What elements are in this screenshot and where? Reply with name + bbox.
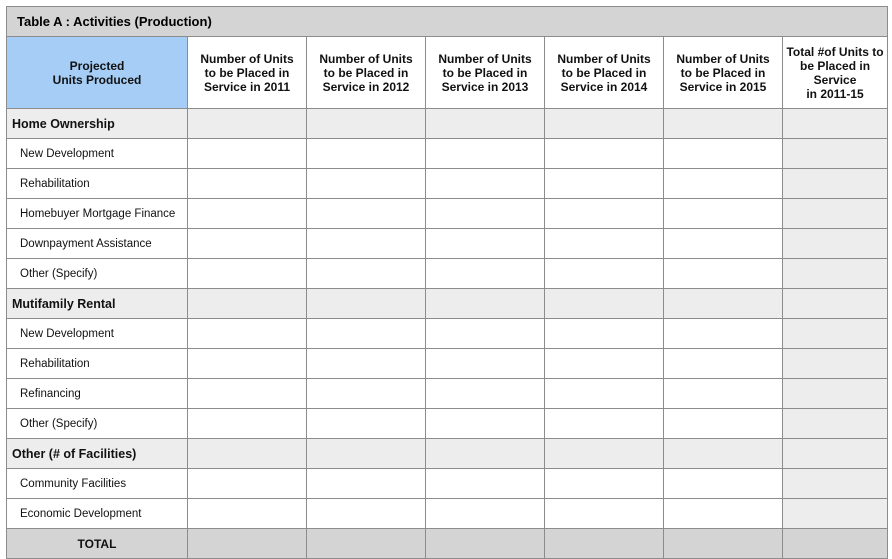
cell-2015[interactable] — [664, 499, 783, 529]
cell-2012[interactable] — [307, 169, 426, 199]
cell-2012[interactable] — [307, 469, 426, 499]
cell-2014[interactable] — [545, 439, 664, 469]
table-row — [7, 409, 888, 439]
cell-2013[interactable] — [426, 409, 545, 439]
row-label: New Development — [7, 319, 188, 349]
section-row — [7, 109, 888, 139]
header-line: Total #of Units to — [786, 44, 884, 59]
cell-2013[interactable] — [426, 259, 545, 289]
table-row — [7, 379, 888, 409]
cell-2015[interactable] — [664, 259, 783, 289]
cell-2014[interactable] — [545, 139, 664, 169]
cell-2015[interactable] — [664, 169, 783, 199]
total-cell-2014[interactable] — [545, 529, 664, 559]
header-line: Service in 2014 — [560, 79, 648, 94]
cell-2012[interactable] — [307, 229, 426, 259]
cell-2015[interactable] — [664, 409, 783, 439]
cell-2012[interactable] — [307, 319, 426, 349]
section-row — [7, 289, 888, 319]
cell-2012[interactable] — [307, 259, 426, 289]
header-projected-units — [7, 37, 188, 109]
cell-2013[interactable] — [426, 319, 545, 349]
cell-total[interactable] — [783, 469, 888, 499]
row-label: Other (Specify) — [7, 409, 188, 439]
header-line: to be Placed in — [561, 65, 647, 80]
cell-2012[interactable] — [307, 379, 426, 409]
cell-2013[interactable] — [426, 109, 545, 139]
header-line: Number of Units — [438, 51, 532, 66]
header-line: Service in 2015 — [679, 79, 767, 94]
cell-2011[interactable] — [188, 289, 307, 319]
cell-2015[interactable] — [664, 109, 783, 139]
header-line: in 2011-15 — [806, 86, 864, 101]
cell-2015[interactable] — [664, 319, 783, 349]
cell-total[interactable] — [783, 109, 888, 139]
header-line: Projected — [69, 58, 125, 73]
header-2015 — [664, 37, 783, 109]
cell-2014[interactable] — [545, 469, 664, 499]
section-label: Other (# of Facilities) — [7, 439, 188, 469]
cell-2015[interactable] — [664, 289, 783, 319]
row-label: Refinancing — [7, 379, 188, 409]
cell-2015[interactable] — [664, 199, 783, 229]
cell-2012[interactable] — [307, 499, 426, 529]
table-title: Table A : Activities (Production) — [7, 7, 888, 37]
row-label: Economic Development — [7, 499, 188, 529]
cell-2011[interactable] — [188, 349, 307, 379]
cell-2011[interactable] — [188, 469, 307, 499]
cell-total[interactable] — [783, 349, 888, 379]
cell-2015[interactable] — [664, 439, 783, 469]
cell-2014[interactable] — [545, 409, 664, 439]
cell-2012[interactable] — [307, 109, 426, 139]
header-total — [783, 37, 888, 109]
header-row — [7, 37, 888, 109]
header-2013 — [426, 37, 545, 109]
cell-2013[interactable] — [426, 169, 545, 199]
header-2014 — [545, 37, 664, 109]
header-line: Number of Units — [676, 51, 770, 66]
total-cell-2015[interactable] — [664, 529, 783, 559]
cell-2012[interactable] — [307, 349, 426, 379]
cell-2015[interactable] — [664, 139, 783, 169]
cell-2012[interactable] — [307, 289, 426, 319]
cell-2014[interactable] — [545, 499, 664, 529]
table-row — [7, 199, 888, 229]
cell-2013[interactable] — [426, 499, 545, 529]
cell-2012[interactable] — [307, 439, 426, 469]
cell-2015[interactable] — [664, 349, 783, 379]
cell-2015[interactable] — [664, 229, 783, 259]
cell-2014[interactable] — [545, 169, 664, 199]
header-line: Number of Units — [319, 51, 413, 66]
cell-2011[interactable] — [188, 439, 307, 469]
header-line: to be Placed in — [442, 65, 528, 80]
cell-2011[interactable] — [188, 499, 307, 529]
header-line: Units Produced — [52, 72, 142, 87]
row-label: Downpayment Assistance — [7, 229, 188, 259]
row-label: Community Facilities — [7, 469, 188, 499]
cell-total[interactable] — [783, 229, 888, 259]
total-cell-2013[interactable] — [426, 529, 545, 559]
table-row — [7, 319, 888, 349]
table-row — [7, 499, 888, 529]
header-line: to be Placed in — [680, 65, 766, 80]
cell-2012[interactable] — [307, 199, 426, 229]
header-line: Service — [813, 72, 857, 87]
cell-total[interactable] — [783, 289, 888, 319]
total-cell-2012[interactable] — [307, 529, 426, 559]
total-label: TOTAL — [7, 529, 188, 559]
cell-2013[interactable] — [426, 469, 545, 499]
cell-2011[interactable] — [188, 409, 307, 439]
cell-2014[interactable] — [545, 109, 664, 139]
header-2011 — [188, 37, 307, 109]
section-label: Home Ownership — [7, 109, 188, 139]
header-line: Service in 2013 — [441, 79, 529, 94]
cell-2011[interactable] — [188, 379, 307, 409]
cell-total[interactable] — [783, 259, 888, 289]
total-cell-total[interactable] — [783, 529, 888, 559]
header-line: Number of Units — [557, 51, 651, 66]
cell-2013[interactable] — [426, 229, 545, 259]
cell-2011[interactable] — [188, 319, 307, 349]
row-label: Rehabilitation — [7, 349, 188, 379]
cell-2012[interactable] — [307, 409, 426, 439]
cell-2011[interactable] — [188, 259, 307, 289]
table-row — [7, 259, 888, 289]
cell-total[interactable] — [783, 379, 888, 409]
cell-2015[interactable] — [664, 469, 783, 499]
cell-total[interactable] — [783, 169, 888, 199]
cell-2014[interactable] — [545, 229, 664, 259]
row-label: Other (Specify) — [7, 259, 188, 289]
cell-2014[interactable] — [545, 349, 664, 379]
cell-total[interactable] — [783, 409, 888, 439]
cell-2013[interactable] — [426, 199, 545, 229]
cell-2014[interactable] — [545, 259, 664, 289]
cell-2013[interactable] — [426, 379, 545, 409]
row-label: New Development — [7, 139, 188, 169]
total-cell-2011[interactable] — [188, 529, 307, 559]
row-label: Homebuyer Mortgage Finance — [7, 199, 188, 229]
table-row — [7, 169, 888, 199]
cell-2013[interactable] — [426, 439, 545, 469]
cell-2013[interactable] — [426, 139, 545, 169]
section-row — [7, 439, 888, 469]
table-row — [7, 469, 888, 499]
header-line: Service in 2011 — [203, 79, 291, 94]
cell-total[interactable] — [783, 139, 888, 169]
section-label: Mutifamily Rental — [7, 289, 188, 319]
header-line: to be Placed in — [204, 65, 290, 80]
cell-2014[interactable] — [545, 199, 664, 229]
row-label: Rehabilitation — [7, 169, 188, 199]
activities-table — [6, 6, 888, 559]
cell-2012[interactable] — [307, 139, 426, 169]
cell-2011[interactable] — [188, 199, 307, 229]
cell-total[interactable] — [783, 199, 888, 229]
header-line: be Placed in — [800, 58, 871, 73]
cell-2013[interactable] — [426, 349, 545, 379]
cell-2014[interactable] — [545, 379, 664, 409]
cell-2011[interactable] — [188, 229, 307, 259]
cell-2014[interactable] — [545, 289, 664, 319]
cell-total[interactable] — [783, 319, 888, 349]
cell-2013[interactable] — [426, 289, 545, 319]
cell-2011[interactable] — [188, 139, 307, 169]
cell-2011[interactable] — [188, 109, 307, 139]
cell-total[interactable] — [783, 439, 888, 469]
table-row — [7, 349, 888, 379]
cell-total[interactable] — [783, 499, 888, 529]
cell-2011[interactable] — [188, 169, 307, 199]
cell-2014[interactable] — [545, 319, 664, 349]
header-line: Service in 2012 — [322, 79, 410, 94]
header-line: Number of Units — [200, 51, 294, 66]
cell-2015[interactable] — [664, 379, 783, 409]
total-row — [7, 529, 888, 559]
header-line: to be Placed in — [323, 65, 409, 80]
table-row — [7, 229, 888, 259]
header-2012 — [307, 37, 426, 109]
table-row — [7, 139, 888, 169]
